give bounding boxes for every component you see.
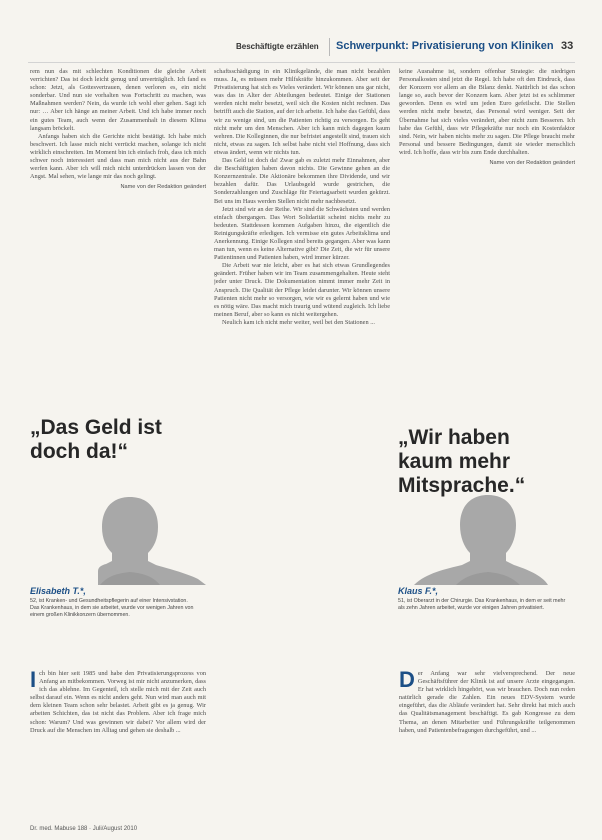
paragraph: Die Arbeit war nie leicht, aber es hat sich etwas Grundlegendes geändert. Früher haben wir im Team zusammengehalten. Heute steht jeder unter Druck. Die Dokumentation nimmt immer mehr Zeit in Anspruch. Die Qualität der Pflege leidet darunter. Wir können unsere Patienten nicht mehr so versorgen, wie wir es gelernt haben und wie es nötig wäre. Das macht mich traurig und wütend zugleich. Ich liebe meinen Beruf, aber so kann es nicht weitergehen.: [214, 262, 390, 318]
paragraph: Jetzt sind wir an der Reihe. Wir sind die Schwächsten und werden einfach übergangen. Das Wort Solidarität scheint nichts mehr zu bedeuten. Stattdessen kommen Aufgaben hinzu, die eigentlich die Reinigungskräfte erledigen. Ich vermisse ein gutes Arbeitsklima und Anerkennung. Einige Kollegen sind bereits gegangen. Aber was kann man tun, wenn es keine Alternative gibt? Die Zeit, die wir für unsere Patientinnen und Patienten haben, wird immer kürzer.: [214, 205, 390, 262]
paragraph: Neulich kam ich nicht mehr weiter, weil bei den Stationen ...: [222, 318, 375, 326]
drop-cap: D: [399, 670, 415, 692]
paragraph: er Anfang war sehr vielversprechend. Der neue Geschäftsführer der Klinik ist auf unsere Arzte eingegangen. Er hat wirklich hingehört, was wir brauchen. Doch nun reden natürlich gerade die Zahlen. Ein neues EDV-System wurde eingeführt, das die Abläufe verändert hat. Sehr direkt hat mich auch das Qualitätsmanagement beschäftigt. Es gab Kongresse zu dem Thema, an denen Mitarbeiter und Führungskräfte teilgenommen haben, und Patientenbefragungen durchgeführt, und ...: [399, 670, 575, 734]
silhouette-portrait-left: [28, 475, 210, 585]
paragraph: schaftsschädigung in ein Klinikgelände, die man nicht bezahlen muss. Ja, es müssen mehr Hilfskräfte hinzukommen. Aber seit der Privatisierung hat sich es Vieles verändert. Wir können uns gar nicht, was das in Alter der Abteilungen bedeutet. Einige der Stationen werden nicht mehr besetzt, weil sich die Kosten nicht rechnen. Das betrifft auch die Station, auf der ich arbeite. Ich habe das Gefühl, dass wir zu wenige sind, um die Patienten richtig zu versorgen. Es geht nicht mehr um den Menschen. Aber ich kann mich dagegen kaum wehren. Die Kolleginnen, die nur befristet angestellt sind, trauen sich nicht, etwas zu sagen. Ich selbst habe nicht viel Hoffnung, dass sich etwas ändert, wenn wir nichts tun.: [214, 68, 390, 156]
paragraph: Das Geld ist doch da! Zwar gab es zuletzt mehr Einnahmen, aber die Beschäftigten haben davon nichts. Die Gewinne gehen an die Konzernzentrale. Die Aktionäre bekommen ihre Dividende, und wir bezahlen dafür. Das Urlaubsgeld wurde gestrichen, die Sonderzahlungen und Zuschläge für Feiertagsarbeit wurden gekürzt. Bei uns im Haus werden Stellen nicht mehr nachbesetzt.: [214, 157, 390, 205]
column-1-bottom-text: [30, 670, 206, 820]
caption-description-left: 52, ist Kranken- und Gesundheitspflegerin auf einer Intensivstation. Das Krankenhaus, in dem sie arbeitet, wurde vor wenigen Jahren von einem großen Klinikkonzern übernommen.: [30, 598, 194, 618]
header-rule: [28, 62, 575, 63]
section-title: Schwerpunkt: Privatisierung von Kliniken: [336, 40, 554, 52]
paragraph: keine Ausnahme ist, sondern offenbar Strategie: die niedrigen Personalkosten sind jetzt die Regel. Ich habe oft den Eindruck, dass der Konzern vor allem an die Bilanz denkt. Natürlich ist das schon lange so, auch bevor der Konzern kam. Aber jetzt ist es schlimmer geworden. Denn es wird um jeden Euro gefeilscht. Die Stellen werden nicht mehr besetzt, das Personal wird weniger. Seit der Übernahme hat sich vieles verändert, aber nicht zum Besseren. Ich habe das Gefühl, dass wir Pflegekräfte nur noch ein Kostenfaktor sind. Nein, wir haben nichts mehr zu sagen. Die Pflege braucht mehr Personal und bessere Bedingungen, damit sie wieder menschlich wird. Ich hoffe, dass wir bis zum Ende durchhalten.: [399, 68, 575, 156]
caption-name-left: Elisabeth T.*,: [30, 586, 86, 596]
column-2-text: [214, 68, 390, 823]
drop-cap: I: [30, 670, 37, 692]
column-3-top-text: [399, 68, 575, 380]
signature-note: Name von der Redaktion geändert: [489, 160, 575, 167]
header-divider: [329, 38, 330, 56]
silhouette-portrait-right: [396, 475, 576, 585]
quote-headline-right: „Wir haben kaum mehr Mitsprache.“: [398, 426, 526, 497]
section-label: Beschäftigte erzählen: [236, 42, 319, 51]
footer-issue-info: Dr. med. Mabuse 188 · Juli/August 2010: [30, 826, 138, 832]
paragraph: Anfangs haben sich die Gerichte nicht bestätigt. Ich habe mich beschwert. Ich lasse mich nicht verrückt machen, solange ich nicht wirklich einschreiten. Im Moment bin ich einfach froh, dass ich mich schwer noch interessiert und dass man mich nicht aus der Bahn werfen kann. Aber ich will mich nicht unterdrücken lassen von der Angst. Mal sehen, wie lange mir das noch gelingt.: [30, 132, 206, 181]
column-1-top-text: [30, 68, 206, 318]
caption-name-right: Klaus F.*,: [398, 586, 439, 596]
page-number: 33: [561, 40, 574, 52]
caption-description-right: 51, ist Oberarzt in der Chirurgie. Das Krankenhaus, in dem er seit mehr als zehn Jahren arbeitet, wurde vor einigen Jahren privatisiert.: [398, 598, 566, 611]
signature-note: Name von der Redaktion geändert: [120, 184, 206, 191]
column-3-bottom-text: [399, 670, 575, 820]
paragraph: rem nun das mit schlechten Konditionen die gleiche Arbeit verrichten? Das ist doch leicht genug und unverträglich. Ich fand es schon: Jetzt, als Gottesvertrauen, denen verloren es, ein nicht sonderbar. Und nun sie vorhalten was Fortschritt zu machen, was Maßnahmen werden? Nein, da wurde ich wohl eher gehen. Sagt ich nur: … Aber ich hänge an meiner Arbeit. Und ich habe immer noch ein gutes Team, auch wenn der Zusammenhalt in diesem Klima langsam bröckelt.: [30, 68, 206, 132]
quote-headline-left: „Das Geld ist doch da!“: [30, 416, 162, 463]
paragraph: ch bin hier seit 1985 und habe den Privatisierungsprozess von Anfang an mitbekommen. Vorweg ist mir nicht anzumerken, dass ich das ablehne. Im Gegenteil, ich stelle mich mit der Zeit auch selbst darauf ein. Wenn es nicht anders geht. Nun wird man auch mit dem kleinen Team schon sehr belastet. Arbeit gibt es ja genug. Wir arbeiten Schichten, das ist nicht das Problem. Aber ich frage mich schon: Warum? Und was gewinnen wir dabei? Vor allem wird der Druck auf die Menschen im Alltag und gehen sie deshalb ...: [30, 670, 206, 734]
